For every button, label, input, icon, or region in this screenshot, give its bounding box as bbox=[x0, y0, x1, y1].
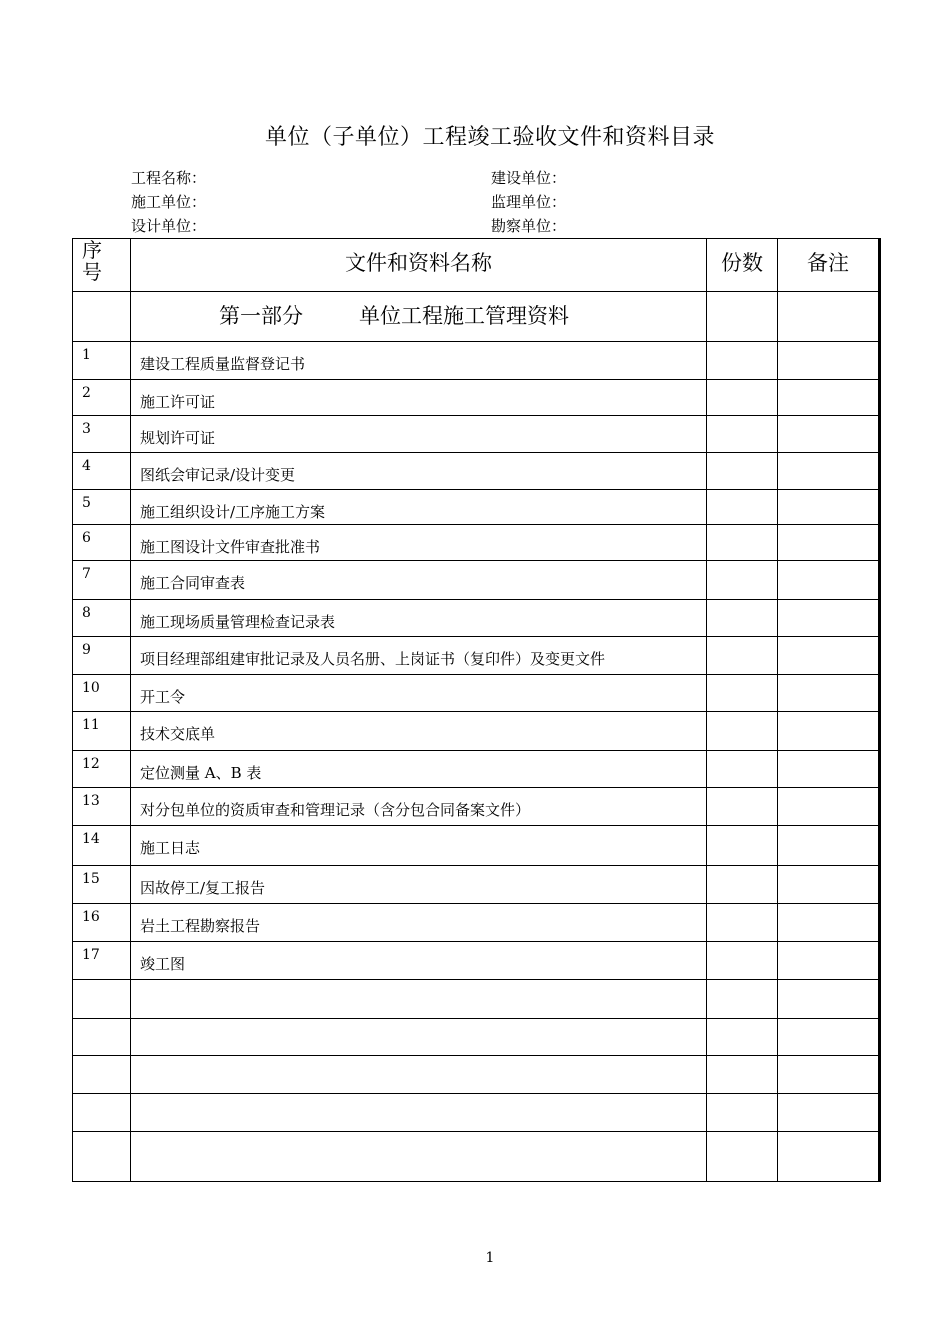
row-num-cell: 2 bbox=[73, 380, 131, 416]
row-num-cell: 17 bbox=[73, 942, 131, 980]
row-remark-cell bbox=[778, 675, 880, 712]
row-copies-cell bbox=[707, 416, 778, 453]
section-title-cell bbox=[131, 292, 707, 342]
info-right-block bbox=[491, 166, 566, 238]
row-remark-cell bbox=[778, 866, 880, 904]
header-copies: 份数 bbox=[707, 239, 778, 292]
row-name-cell: 岩土工程勘察报告 bbox=[131, 904, 707, 942]
row-num-cell: 9 bbox=[73, 637, 131, 675]
blank-num-cell bbox=[73, 1132, 131, 1182]
table-row bbox=[73, 712, 880, 751]
blank-row bbox=[73, 1132, 880, 1182]
row-name-cell: 施工日志 bbox=[131, 826, 707, 866]
table-row bbox=[73, 866, 880, 904]
row-copies-cell bbox=[707, 788, 778, 826]
row-remark-cell bbox=[778, 380, 880, 416]
table-row bbox=[73, 675, 880, 712]
section-row bbox=[73, 292, 880, 342]
design-unit-label: 设计单位： bbox=[131, 217, 207, 235]
row-num-cell: 16 bbox=[73, 904, 131, 942]
row-copies-cell bbox=[707, 866, 778, 904]
blank-copies-cell bbox=[707, 1019, 778, 1056]
blank-copies-cell bbox=[707, 980, 778, 1019]
row-remark-cell bbox=[778, 712, 880, 751]
row-name-cell: 因故停工/复工报告 bbox=[131, 866, 707, 904]
blank-num-cell bbox=[73, 1019, 131, 1056]
blank-remark-cell bbox=[778, 1019, 880, 1056]
row-copies-cell bbox=[707, 561, 778, 600]
row-num-cell: 12 bbox=[73, 751, 131, 788]
row-num-cell: 10 bbox=[73, 675, 131, 712]
blank-num-cell bbox=[73, 1056, 131, 1094]
blank-num-cell bbox=[73, 1094, 131, 1132]
table-row bbox=[73, 600, 880, 637]
row-remark-cell bbox=[778, 637, 880, 675]
row-name-cell: 技术交底单 bbox=[131, 712, 707, 751]
row-copies-cell bbox=[707, 380, 778, 416]
row-remark-cell bbox=[778, 788, 880, 826]
row-name-cell: 施工图设计文件审查批准书 bbox=[131, 525, 707, 561]
row-remark-cell bbox=[778, 416, 880, 453]
row-name-cell: 竣工图 bbox=[131, 942, 707, 980]
table-row bbox=[73, 788, 880, 826]
blank-copies-cell bbox=[707, 1132, 778, 1182]
blank-remark-cell bbox=[778, 1056, 880, 1094]
row-copies-cell bbox=[707, 637, 778, 675]
row-remark-cell bbox=[778, 342, 880, 380]
blank-remark-cell bbox=[778, 980, 880, 1019]
row-remark-cell bbox=[778, 942, 880, 980]
project-name-label: 工程名称： bbox=[131, 169, 207, 187]
row-num-cell: 6 bbox=[73, 525, 131, 561]
table-header-row bbox=[73, 239, 880, 292]
table-row bbox=[73, 751, 880, 788]
blank-row bbox=[73, 1019, 880, 1056]
row-num-cell: 13 bbox=[73, 788, 131, 826]
table-row bbox=[73, 561, 880, 600]
page-number: 1 bbox=[485, 1250, 495, 1266]
construction-unit-label: 施工单位： bbox=[131, 193, 207, 211]
row-remark-cell bbox=[778, 904, 880, 942]
table-row bbox=[73, 942, 880, 980]
table-row bbox=[73, 826, 880, 866]
table-row bbox=[73, 380, 880, 416]
supervision-unit-label: 监理单位： bbox=[491, 193, 567, 211]
blank-copies-cell bbox=[707, 1094, 778, 1132]
section-remark-cell bbox=[778, 292, 880, 342]
row-copies-cell bbox=[707, 342, 778, 380]
blank-num-cell bbox=[73, 980, 131, 1019]
header-remark: 备注 bbox=[778, 239, 880, 292]
row-copies-cell bbox=[707, 712, 778, 751]
row-name-cell: 建设工程质量监督登记书 bbox=[131, 342, 707, 380]
row-remark-cell bbox=[778, 751, 880, 788]
table-row bbox=[73, 453, 880, 490]
row-num-cell: 11 bbox=[73, 712, 131, 751]
section-part: 第一部分 bbox=[219, 304, 303, 328]
document-title: 单位（子单位）工程竣工验收文件和资料目录 bbox=[264, 125, 715, 150]
row-copies-cell bbox=[707, 675, 778, 712]
row-copies-cell bbox=[707, 751, 778, 788]
row-remark-cell bbox=[778, 525, 880, 561]
row-name-cell: 图纸会审记录/设计变更 bbox=[131, 453, 707, 490]
blank-remark-cell bbox=[778, 1132, 880, 1182]
blank-remark-cell bbox=[778, 1094, 880, 1132]
section-num-cell bbox=[73, 292, 131, 342]
row-copies-cell bbox=[707, 525, 778, 561]
row-name-cell: 项目经理部组建审批记录及人员名册、上岗证书（复印件）及变更文件 bbox=[131, 637, 707, 675]
row-num-cell: 4 bbox=[73, 453, 131, 490]
row-num-cell: 14 bbox=[73, 826, 131, 866]
row-copies-cell bbox=[707, 826, 778, 866]
table-row bbox=[73, 490, 880, 525]
header-name: 文件和资料名称 bbox=[131, 239, 707, 292]
row-remark-cell bbox=[778, 561, 880, 600]
row-num-cell: 8 bbox=[73, 600, 131, 637]
row-num-cell: 1 bbox=[73, 342, 131, 380]
row-num-cell: 3 bbox=[73, 416, 131, 453]
owner-unit-label: 建设单位： bbox=[491, 169, 567, 187]
info-left-block bbox=[131, 166, 206, 238]
row-name-cell: 施工组织设计/工序施工方案 bbox=[131, 490, 707, 525]
row-copies-cell bbox=[707, 904, 778, 942]
row-name-cell: 开工令 bbox=[131, 675, 707, 712]
table-row bbox=[73, 416, 880, 453]
blank-name-cell bbox=[131, 1019, 707, 1056]
row-copies-cell bbox=[707, 600, 778, 637]
row-name-cell: 定位测量 A、B 表 bbox=[131, 751, 707, 788]
row-remark-cell bbox=[778, 490, 880, 525]
blank-row bbox=[73, 1056, 880, 1094]
blank-copies-cell bbox=[707, 1056, 778, 1094]
row-remark-cell bbox=[778, 600, 880, 637]
blank-name-cell bbox=[131, 1132, 707, 1182]
row-num-cell: 5 bbox=[73, 490, 131, 525]
row-num-cell: 7 bbox=[73, 561, 131, 600]
blank-name-cell bbox=[131, 1094, 707, 1132]
row-copies-cell bbox=[707, 490, 778, 525]
row-name-cell: 施工许可证 bbox=[131, 380, 707, 416]
row-name-cell: 施工合同审查表 bbox=[131, 561, 707, 600]
row-remark-cell bbox=[778, 453, 880, 490]
row-name-cell: 施工现场质量管理检查记录表 bbox=[131, 600, 707, 637]
row-name-cell: 对分包单位的资质审查和管理记录（含分包合同备案文件） bbox=[131, 788, 707, 826]
catalog-table bbox=[72, 238, 881, 1182]
row-copies-cell bbox=[707, 942, 778, 980]
blank-name-cell bbox=[131, 980, 707, 1019]
survey-unit-label: 勘察单位： bbox=[491, 217, 567, 235]
table-row bbox=[73, 637, 880, 675]
row-remark-cell bbox=[778, 826, 880, 866]
table-row bbox=[73, 525, 880, 561]
header-num: 序 号 bbox=[73, 239, 131, 292]
blank-row bbox=[73, 1094, 880, 1132]
table-row bbox=[73, 904, 880, 942]
table-row bbox=[73, 342, 880, 380]
blank-row bbox=[73, 980, 880, 1019]
row-num-cell: 15 bbox=[73, 866, 131, 904]
section-copies-cell bbox=[707, 292, 778, 342]
blank-name-cell bbox=[131, 1056, 707, 1094]
row-name-cell: 规划许可证 bbox=[131, 416, 707, 453]
section-title: 单位工程施工管理资料 bbox=[359, 304, 569, 328]
row-copies-cell bbox=[707, 453, 778, 490]
